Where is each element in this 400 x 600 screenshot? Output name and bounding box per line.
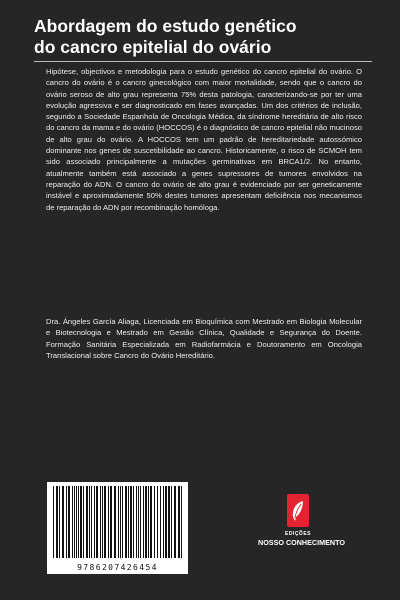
publisher-name: NOSSO CONHECIMENTO	[258, 538, 345, 547]
title-line-1: Abordagem do estudo genético	[34, 16, 297, 36]
title-line-2: do cancro epitelial do ovário	[34, 37, 272, 57]
title-divider	[34, 61, 372, 62]
abstract-text: Hipótese, objectivos e metodologia para o estudo genético do cancro epitelial do ovário. O cancro do ovário é o cancro ginecológico com maior mortalidade, sendo que o cancro do ovário seroso de alto grau representa 75% desta patologia, caracterizando-se por ter uma evolução agressiva e ser diagnosticado em fases avançadas. Um dos critérios de inclusão, segundo a Sociedade Espanhola de Oncologia Médica, da síndrome hereditária de alto risco do cancro da mama e do ovário (HOCCOS) é o diagnóstico de cancro epitelial não mucinoso de alto grau do ovário. A HOCCOS tem um padrão de hereditariedade autossómico dominante nos genes de suscetibilidade ao cancro. Historicamente, o risco de SCMOH tem sido associado principalmente a mutações germinativas em BRCA1/2. No entanto, atualmente também está associado a genes supressores de tumores envolvidos na reparação do ADN. O cancro do ovário de alto grau é evidenciado por ser geneticamente instável e aproximadamente 50% destes tumores apresentam deficiência nos mecanismos de reparação do ADN por recombinação homóloga.	[46, 67, 362, 212]
publisher-label-small: EDIÇÕES	[284, 531, 311, 537]
isbn-digits: 9786207426454	[77, 563, 158, 572]
publisher-logo	[287, 494, 309, 527]
publisher-block	[258, 494, 345, 547]
feather-quill-icon	[290, 500, 306, 522]
isbn-barcode	[47, 482, 188, 574]
book-title	[34, 16, 374, 58]
author-bio: Dra. Ángeles García Aliaga, Licenciada em Bioquímica com Mestrado em Biologia Molecular e Biotecnologia e Mestrado em Gestão Clínica, Qualidade e Segurança do Doente. Formação Sanitária Especializada em Radiofarmácia e Doutoramento em Oncologia Translacional sobre Cancro do Ovário Hereditário.	[46, 317, 362, 360]
barcode-bars-icon	[47, 482, 188, 562]
